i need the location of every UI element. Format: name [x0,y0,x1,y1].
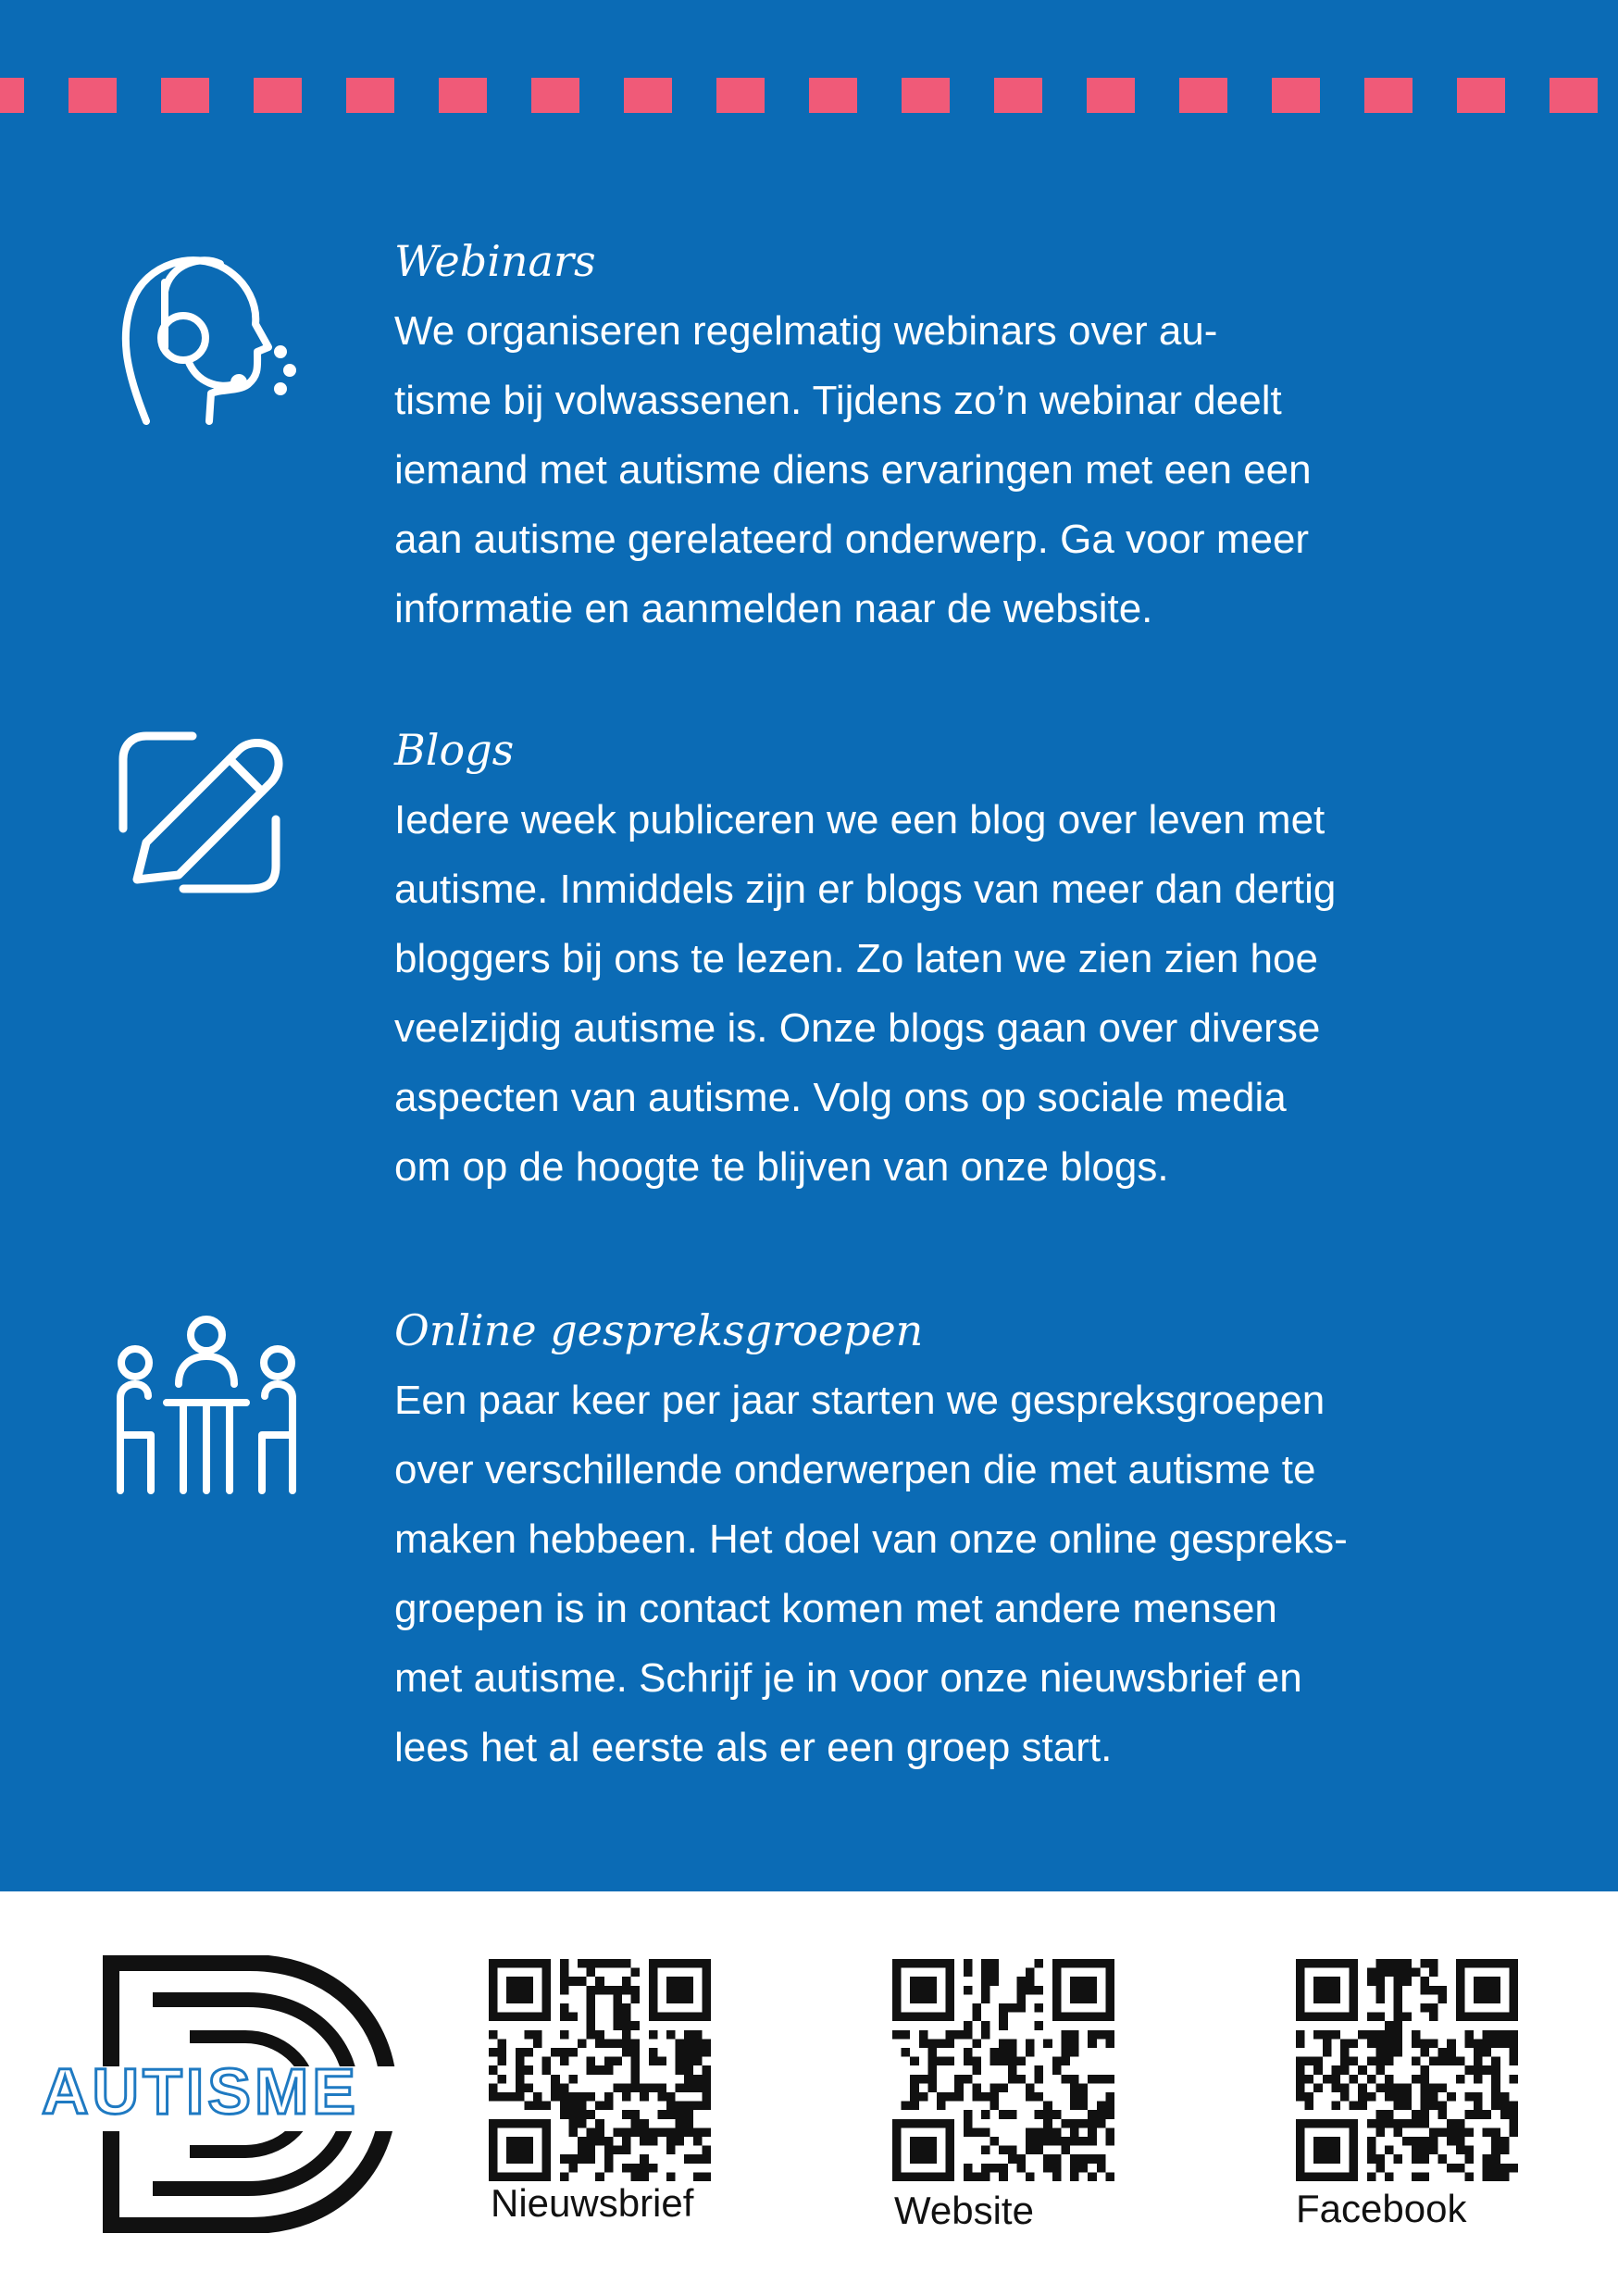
section-heading: Webinars [394,236,596,286]
section-heading: Blogs [394,725,515,775]
section-heading: Online gespreksgroepen [394,1305,924,1355]
group-meeting-icon [109,1315,304,1509]
dash-segment [809,78,857,113]
dash-segment [716,78,765,113]
dash-segment [0,78,24,113]
dash-segment [531,78,579,113]
qr-code-newsletter[interactable] [489,1959,711,2181]
dash-segment [1087,78,1135,113]
dash-segment [1179,78,1227,113]
dash-segment [994,78,1042,113]
pencil-icon [109,718,304,912]
dash-segment [1364,78,1413,113]
dash-segment [1457,78,1505,113]
section-body: Een paar keer per jaar starten we gespreksgroepen over verschillende onderwerpen die met autisme te maken hebbeen. Het doel van onze online gespreks- groepen is in contact komen met andere mensen met autisme. Schrijf je in voor onze nieuwsbrief en lees het al eerste als er een groep start. [394,1378,1348,1770]
dash-segment [346,78,394,113]
headset-person-icon [109,236,304,430]
qr-label-website: Website [894,2189,1034,2232]
qr-code-website[interactable] [892,1959,1114,2181]
dash-segment [1272,78,1320,113]
dash-segment [624,78,672,113]
qr-code-facebook[interactable] [1296,1959,1518,2181]
dash-segment [161,78,209,113]
dashed-border [0,78,1618,113]
dash-segment [254,78,302,113]
dash-segment [1550,78,1598,113]
qr-code-icon [489,1959,711,2181]
dash-segment [68,78,117,113]
logo-text: AUTISME [42,2055,359,2128]
qr-code-icon [892,1959,1114,2181]
qr-label-newsletter: Nieuwsbrief [491,2181,694,2225]
dash-segment [439,78,487,113]
dash-segment [902,78,950,113]
section-body: Iedere week publiceren we een blog over leven met autisme. Inmiddels zijn er blogs van meer dan dertig bloggers bij ons te lezen. Zo laten we zien zien hoe veelzijdig autisme is. Onze blogs gaan over diverse aspecten van autisme. Volg ons op sociale media om op de hoogte te blijven van onze blogs. [394,797,1337,1190]
section-body: We organiseren regelmatig webinars over au- tisme bij volwassenen. Tijdens zo’n webinar deelt iemand met autisme diens ervaringen met een een aan autisme gerelateerd onderwerp. Ga voor meer informatie en aanmelden naar de website. [394,308,1312,631]
qr-code-icon [1296,1959,1518,2181]
qr-label-facebook: Facebook [1296,2187,1467,2230]
